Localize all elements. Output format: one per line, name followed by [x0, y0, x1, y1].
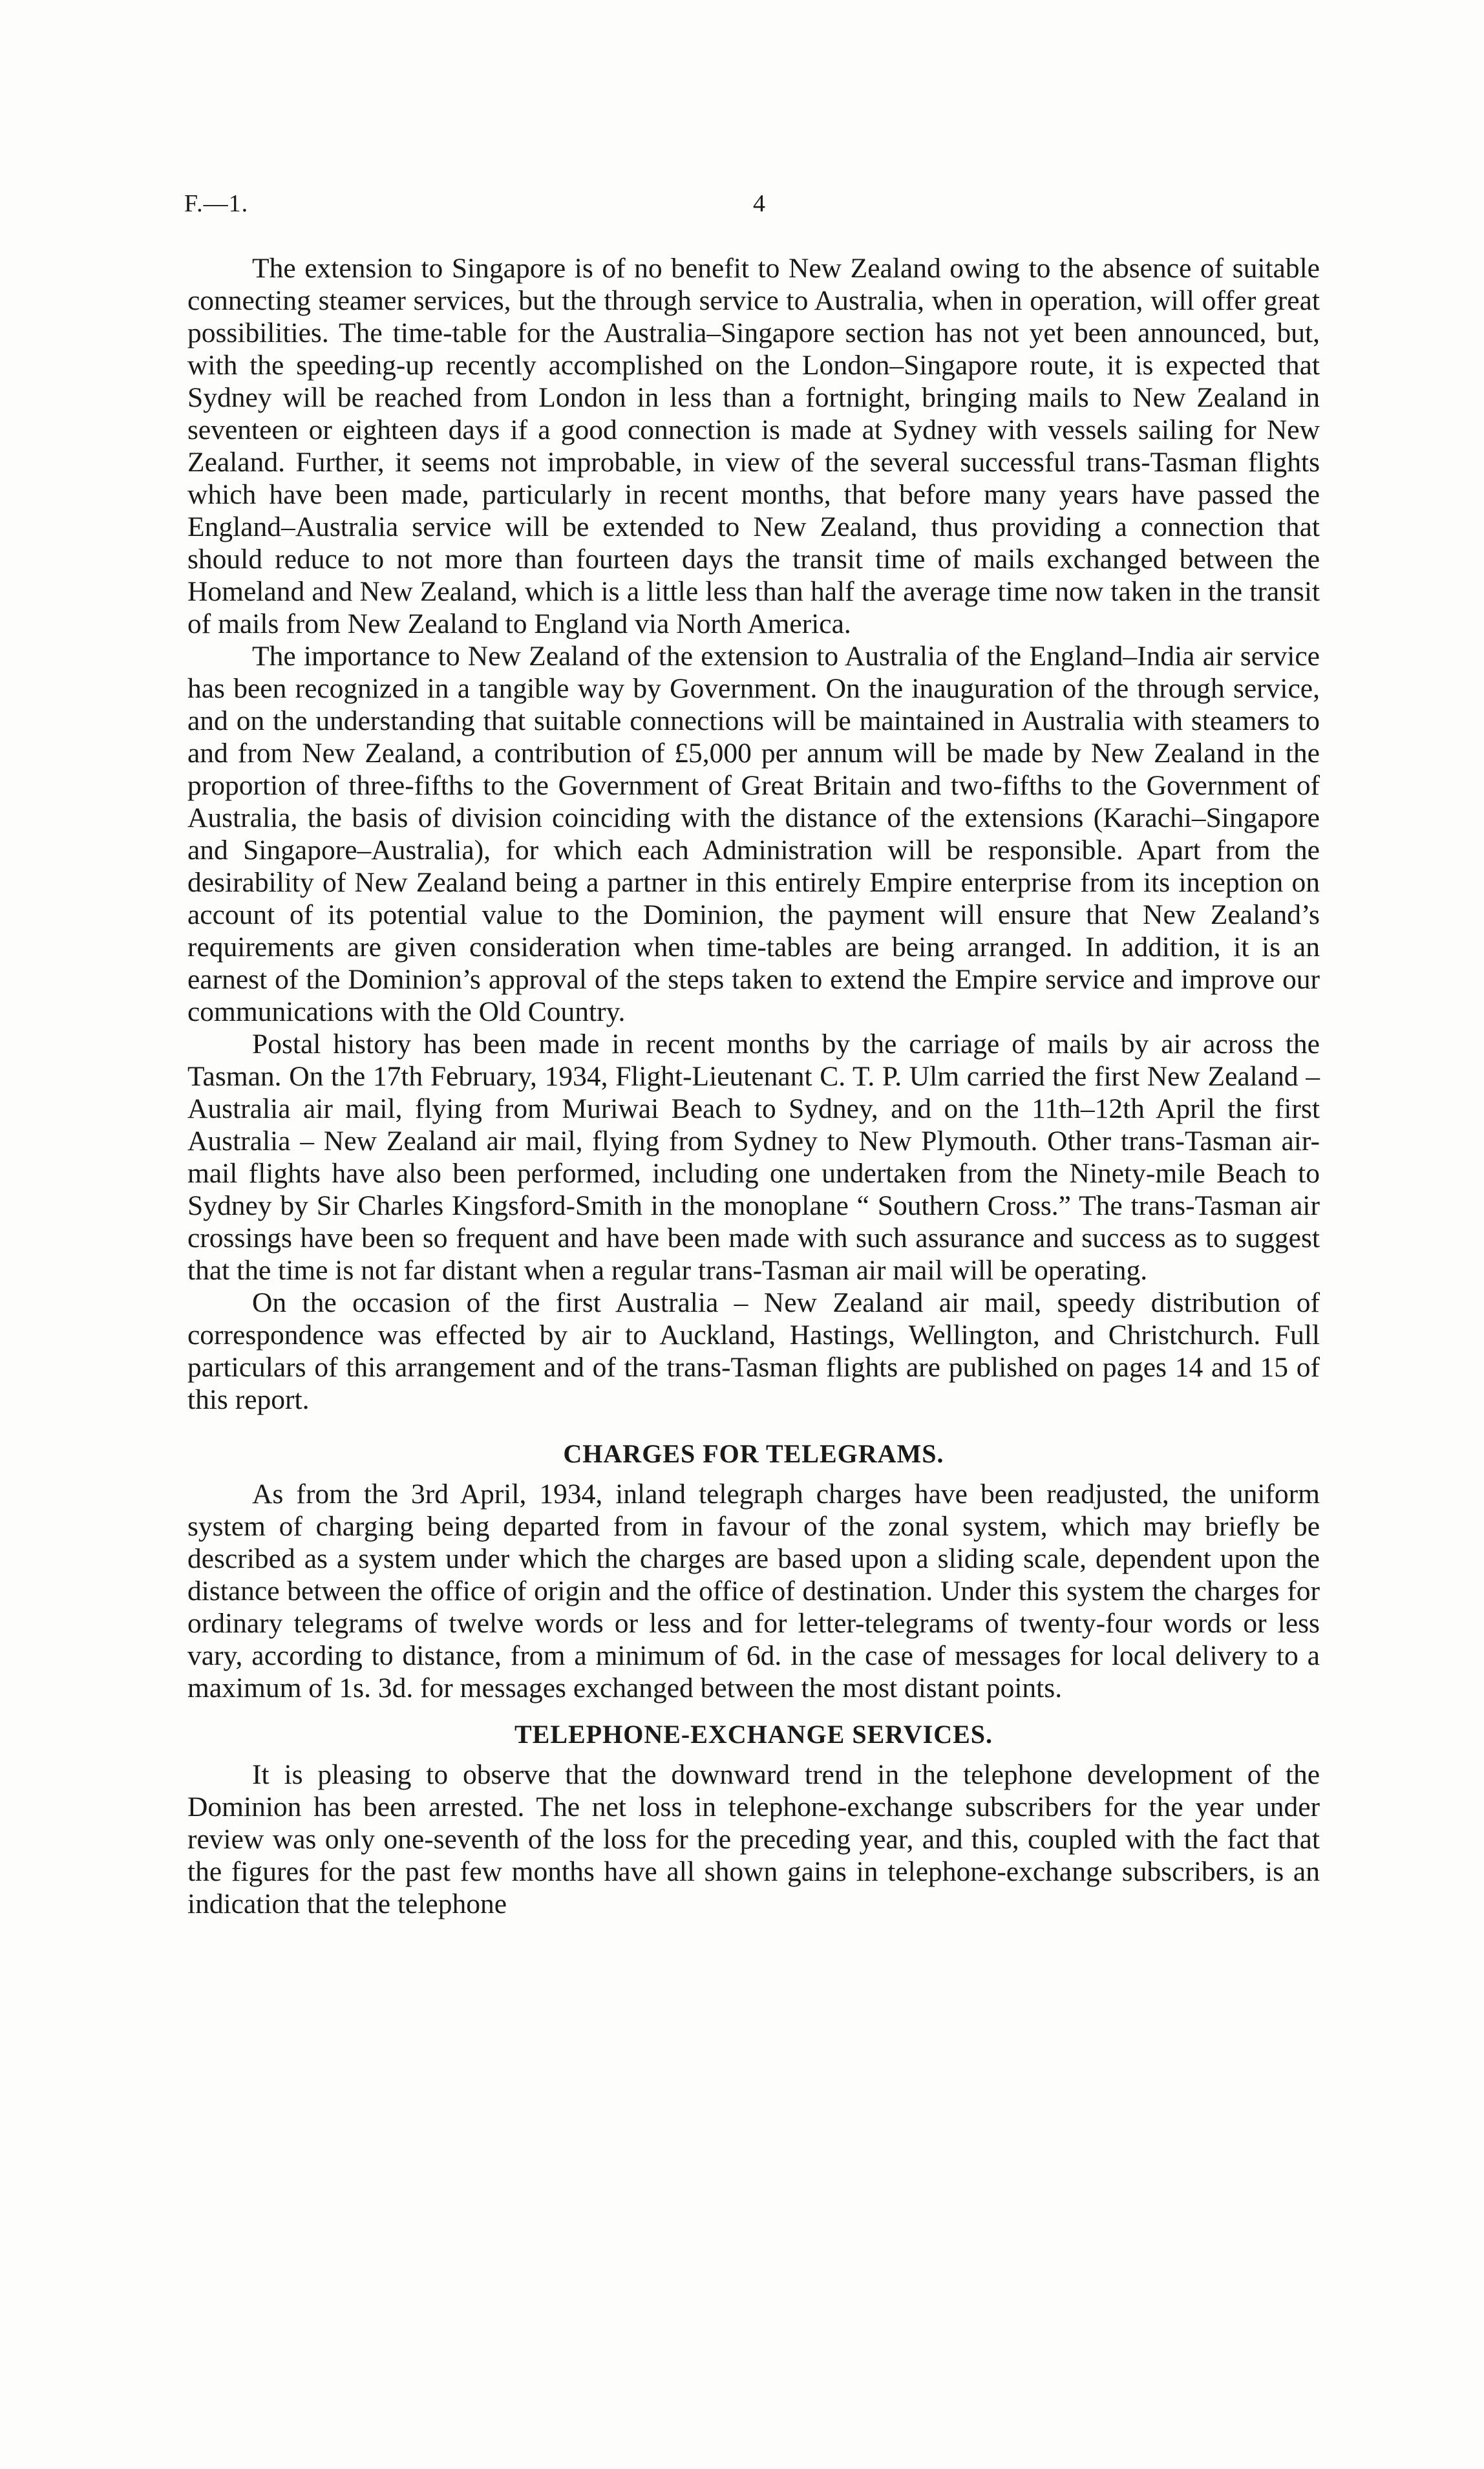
page-number: 4	[753, 190, 765, 217]
paragraph-postal-history: Postal history has been made in recent months by the carriage of mails by air across the Tasman. On the 17th February, 1934, Flight-Lieutenant C. T. P. Ulm carried the first New Zealand – Australia air mail, flying from Muriwai Beach to Sydney, and on the 11th–12th April the first Australia – New Zealand air mail, flying from Sydney to New Plymouth. Other trans-Tasman air-mail flights have also been performed, including one undertaken from the Ninety-mile Beach to Sydney by Sir Charles Kingsford-Smith in the monoplane “ Southern Cross.” The trans-Tasman air crossings have been so frequent and have been made with such assurance and success as to suggest that the time is not far distant when a regular trans-Tasman air mail will be operating.	[187, 1029, 1320, 1286]
paragraph-distribution: On the occasion of the first Australia – New Zealand air mail, speedy distribution of correspondence was effected by air to Auckland, Hastings, Wellington, and Christchurch. Full particulars of this arrangement and of the trans-Tasman flights are published on pages 14 and 15 of this report.	[187, 1287, 1320, 1415]
paragraph-telephone-development: It is pleasing to observe that the downward trend in the telephone development of the Dominion has been arrested. The net loss in telephone-exchange subscribers for the year under review was only one-seventh of the loss for the preceding year, and this, coupled with the fact that the figures for the past few months have all shown gains in telephone-exchange subscribers, is an indication that the telephone	[187, 1759, 1320, 1919]
heading-charges-for-telegrams: CHARGES FOR TELEGRAMS.	[563, 1439, 944, 1468]
paragraph-singapore-extension: The extension to Singapore is of no benefit to New Zealand owing to the absence of suitable connecting steamer services, but the through service to Australia, when in operation, will offer great possibilities. The time-table for the Australia–Singapore section has not yet been announced, but, with the speeding-up recently accomplished on the London–Singapore route, it is expected that Sydney will be reached from London in less than a fortnight, bringing mails to New Zealand in seventeen or eighteen days if a good connection is made at Sydney with vessels sailing for New Zealand. Further, it seems not improbable, in view of the several successful trans-Tasman flights which have been made, particularly in recent months, that before many years have passed the England–Australia service will be extended to New Zealand, thus providing a connection that should reduce to not more than fourteen days the transit time of mails exchanged between the Homeland and New Zealand, which is a little less than half the average time now taken in the transit of mails from New Zealand to England via North America.	[187, 253, 1320, 639]
heading-telephone-exchange-services: TELEPHONE-EXCHANGE SERVICES.	[514, 1720, 993, 1749]
document-reference: F.—1.	[184, 190, 249, 217]
paragraph-telegraph-charges: As from the 3rd April, 1934, inland telegraph charges have been readjusted, the uniform system of charging being departed from in favour of the zonal system, which may briefly be described as a system under which the charges are based upon a sliding scale, dependent upon the distance between the office of origin and the office of destination. Under this system the charges for ordinary telegrams of twelve words or less and for letter-telegrams of twenty-four words or less vary, according to distance, from a minimum of 6d. in the case of messages for local delivery to a maximum of 1s. 3d. for messages exchanged between the most distant points.	[187, 1479, 1320, 1704]
paragraph-contribution: The importance to New Zealand of the extension to Australia of the England–India air service has been recognized in a tangible way by Government. On the inauguration of the through service, and on the understanding that suitable connections will be maintained in Australia with steamers to and from New Zealand, a contribution of £5,000 per annum will be made by New Zealand in the proportion of three-fifths to the Government of Great Britain and two-fifths to the Government of Australia, the basis of division coinciding with the distance of the extensions (Karachi–Singapore and Singapore–Australia), for which each Administration will be responsible. Apart from the desirability of New Zealand being a partner in this entirely Empire enterprise from its inception on account of its potential value to the Dominion, the payment will ensure that New Zealand’s requirements are given consideration when time-tables are being arranged. In addition, it is an earnest of the Dominion’s approval of the steps taken to extend the Empire service and improve our communications with the Old Country.	[187, 641, 1320, 1027]
page-header	[184, 184, 1322, 223]
body-text	[187, 252, 1320, 1920]
